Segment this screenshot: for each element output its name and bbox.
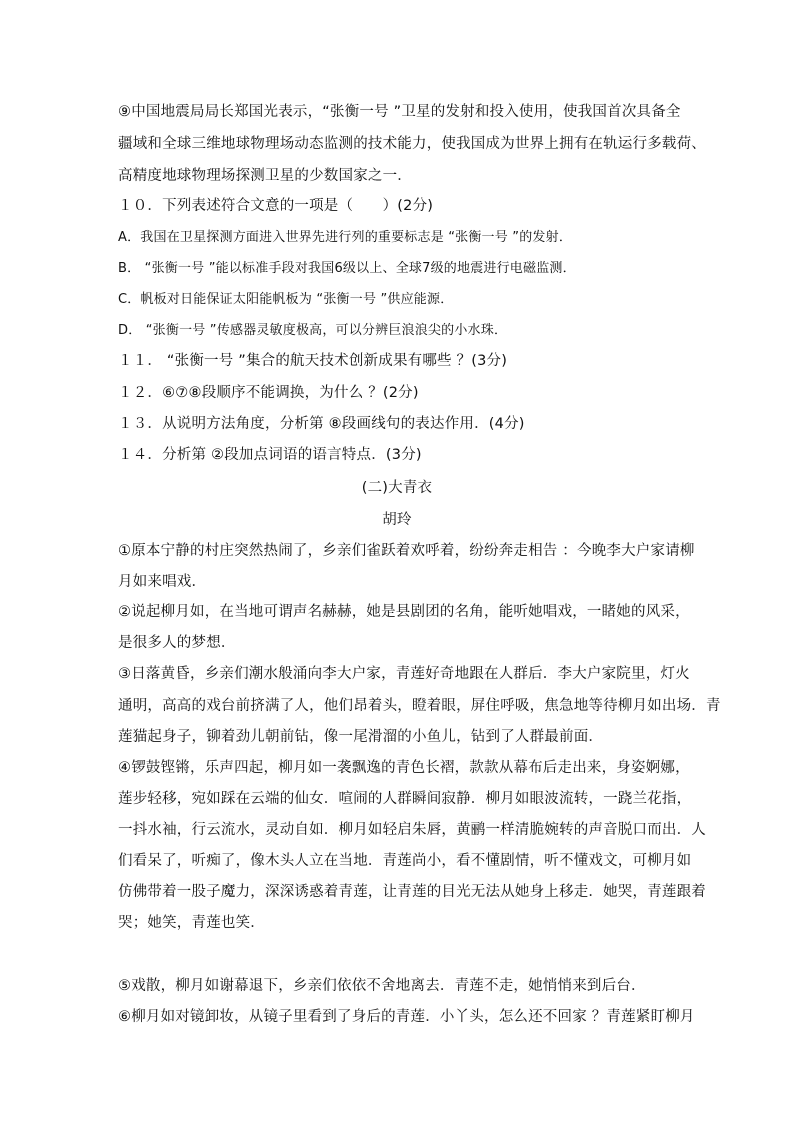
question-13: １３．从说明方法角度，分析第 ⑧段画线句的表达作用．(4分) bbox=[118, 416, 525, 432]
section-title: (二)大青衣 bbox=[361, 480, 433, 496]
paragraph-4-line-3: 一抖水袖，行云流水，灵动自如．柳月如轻启朱唇，黄鹂一样清脆婉转的声音脱口而出．人 bbox=[118, 822, 706, 838]
paragraph-4-line-1: ④锣鼓铿锵，乐声四起，柳月如一袭飘逸的青色长褶，款款从幕布后走出来，身姿婀娜， bbox=[118, 760, 690, 776]
paragraph-3-line-1: ③日落黄昏，乡亲们潮水般涌向李大户家，青莲好奇地跟在人群后．李大户家院里，灯火 bbox=[118, 666, 690, 682]
question-10: １０．下列表述符合文意的一项是（ ）(2分) bbox=[118, 198, 434, 214]
paragraph-4-line-2: 莲步轻移，宛如踩在云端的仙女．喧闹的人群瞬间寂静．柳月如眼波流转，一跷兰花指， bbox=[118, 791, 692, 807]
question-14: １４．分析第 ②段加点词语的语言特点．(3分) bbox=[118, 447, 422, 463]
paragraph-4-line-5: 仿佛带着一股子魔力，深深诱惑着青莲，让青莲的目光无法从她身上移走．她哭，青莲跟着 bbox=[118, 884, 706, 900]
paragraph-5: ⑤戏散，柳月如谢幕退下，乡亲们依依不舍地离去．青莲不走，她悄悄来到后台． bbox=[118, 978, 646, 994]
question-10-option-d: D． “张衡一号 ”传感器灵敏度极高，可以分辨巨浪浪尖的小水珠． bbox=[118, 323, 508, 338]
paragraph-9-line-1: ⑨中国地震局局长郑国光表示，“张衡一号 ”卫星的发射和投入使用，使我国首次具备全 bbox=[118, 104, 681, 120]
question-10-option-b: B． “张衡一号 ”能以标准手段对我国6级以上、全球7级的地震进行电磁监测． bbox=[118, 261, 576, 276]
question-12: １２．⑥⑦⑧段顺序不能调换，为什么 ？(2分) bbox=[118, 385, 419, 401]
paragraph-9-line-3: 高精度地球物理场探测卫星的少数国家之一． bbox=[118, 168, 412, 184]
paragraph-4-line-4: 们看呆了，听痴了，像木头人立在当地．青莲尚小，看不懂剧情，听不懂戏文，可柳月如 bbox=[118, 853, 692, 869]
paragraph-9-line-2: 疆域和全球三维地球物理场动态监测的技术能力，使我国成为世界上拥有在轨运行多载荷、 bbox=[118, 136, 706, 152]
paragraph-2-line-1: ②说起柳月如，在当地可谓声名赫赫，她是县剧团的名角，能听她唱戏，一睹她的风采， bbox=[118, 604, 690, 620]
paragraph-3-line-2: 通明，高高的戏台前挤满了人，他们昂着头，瞪着眼，屏住呼吸，焦急地等待柳月如出场．青 bbox=[118, 698, 721, 714]
question-11: １１． “张衡一号 ”集合的航天技术创新成果有哪些 ？(3分) bbox=[118, 353, 508, 369]
paragraph-3-line-3: 莲猫起身子，铆着劲儿朝前钻，像一尾滑溜的小鱼儿，钻到了人群最前面． bbox=[118, 729, 604, 745]
paragraph-6-line-1: ⑥柳月如对镜卸妆，从镜子里看到了身后的青莲．小丫头，怎么还不回家 ？青莲紧盯柳月 bbox=[118, 1009, 695, 1025]
paragraph-4-line-6: 哭；她笑，青莲也笑． bbox=[118, 915, 265, 931]
paragraph-2-line-2: 是很多人的梦想． bbox=[118, 635, 236, 651]
author-name: 胡玲 bbox=[382, 512, 412, 528]
paragraph-1-line-1: ①原本宁静的村庄突然热闹了，乡亲们雀跃着欢呼着，纷纷奔走相告 ：今晚李大户家请柳 bbox=[118, 543, 695, 559]
question-10-option-a: A．我国在卫星探测方面进入世界先进行列的重要标志是 “张衡一号 ”的发射． bbox=[118, 230, 573, 245]
question-10-option-c: C．帆板对日能保证太阳能帆板为 “张衡一号 ”供应能源． bbox=[118, 292, 454, 307]
paragraph-1-line-2: 月如来唱戏． bbox=[118, 574, 207, 590]
